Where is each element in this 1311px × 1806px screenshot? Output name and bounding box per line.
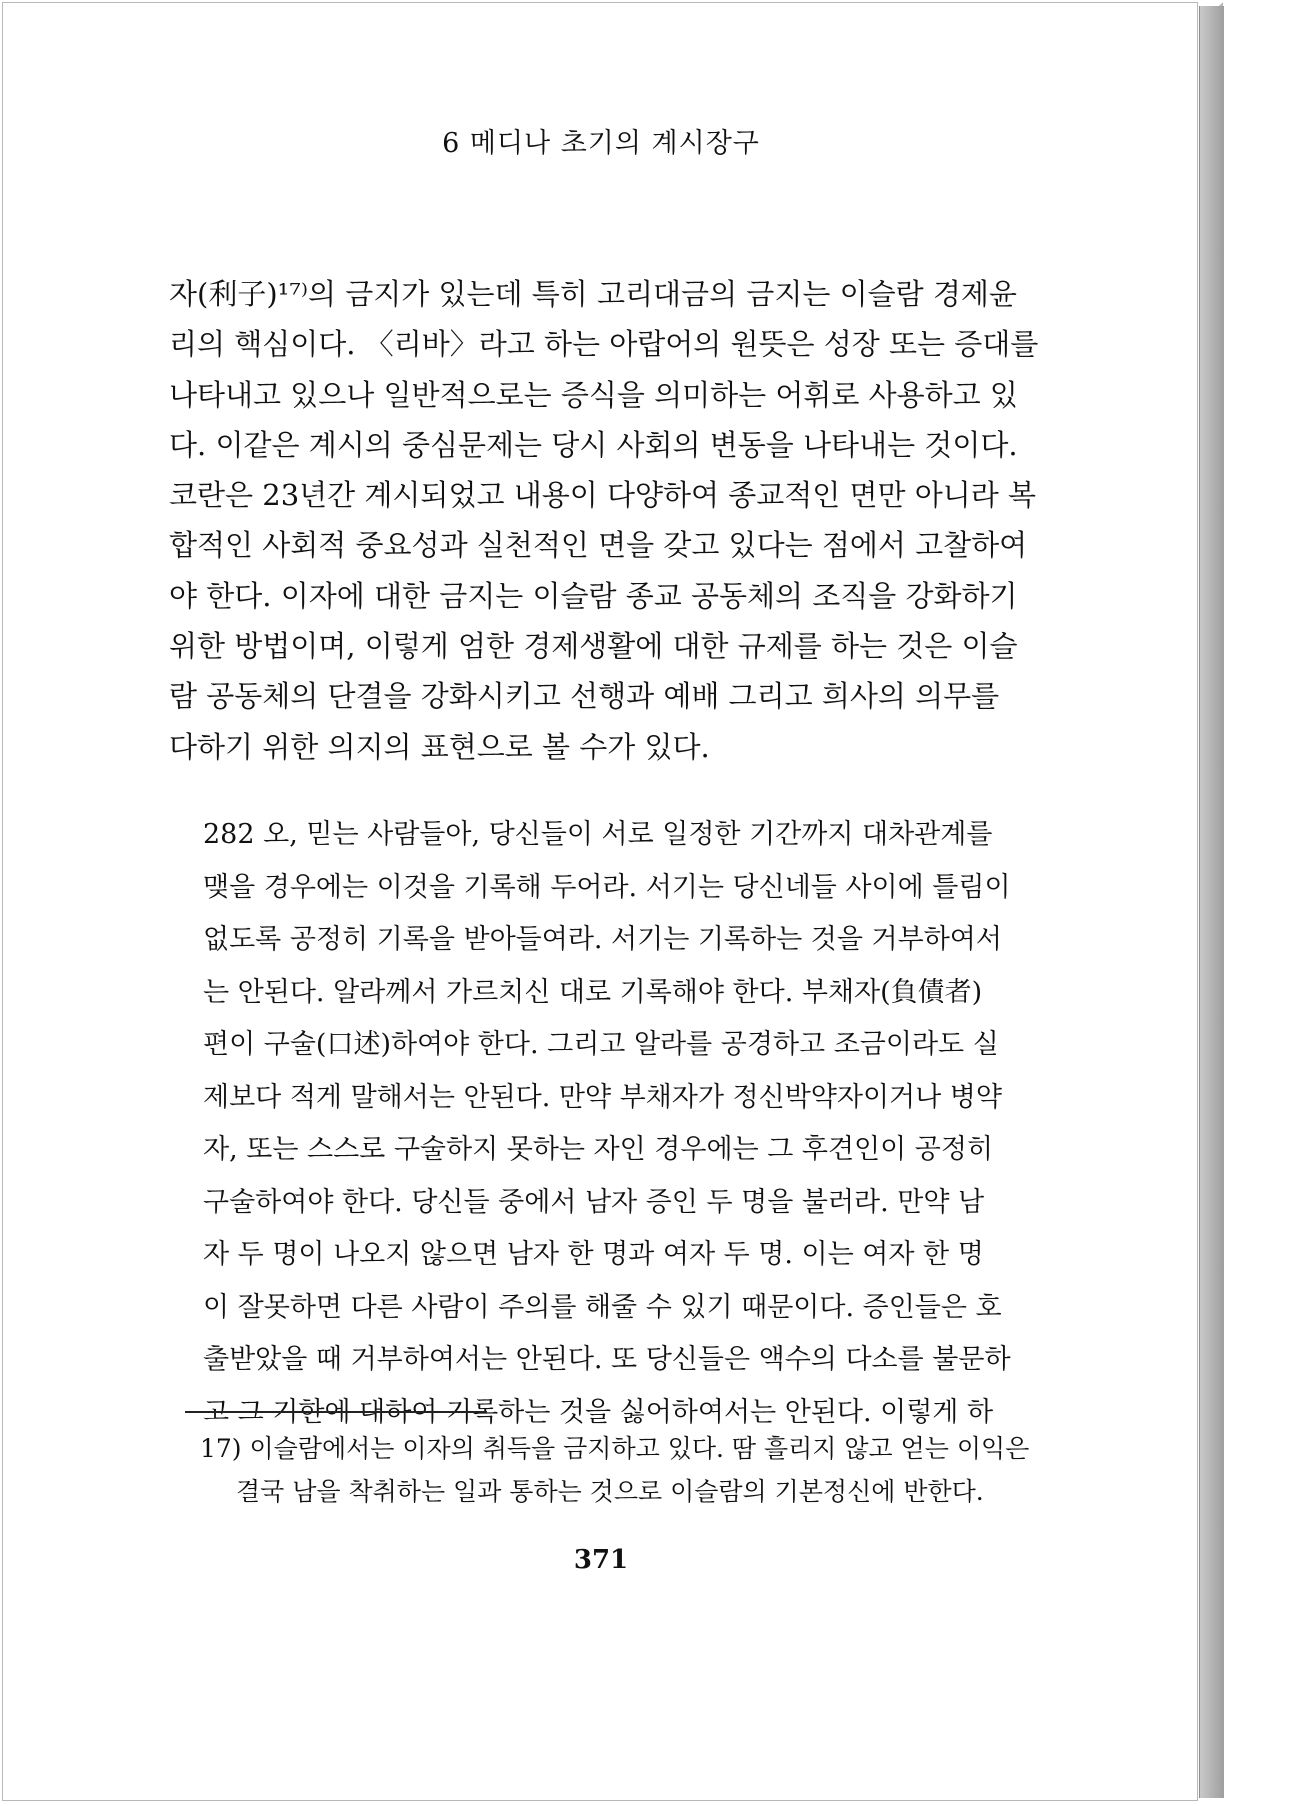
- running-head: 6 메디나 초기의 계시장구: [442, 128, 760, 159]
- body-line: 다. 이같은 계시의 중심문제는 당시 사회의 변동을 나타내는 것이다.: [169, 427, 1018, 462]
- body-line: 합적인 사회적 중요성과 실천적인 면을 갖고 있다는 점에서 고찰하여: [169, 528, 1028, 563]
- verse-line: 맺을 경우에는 이것을 기록해 두어라. 서기는 당신네들 사이에 틀림이: [203, 871, 1011, 903]
- footnote-line: 17) 이슬람에서는 이자의 취득을 금지하고 있다. 땀 흘리지 않고 얻는 이익은: [200, 1434, 1030, 1463]
- body-line: 다하기 위한 의지의 표현으로 볼 수가 있다.: [169, 729, 710, 764]
- verse-line: 는 안된다. 알라께서 가르치신 대로 기록해야 한다. 부채자(負債者): [203, 976, 983, 1008]
- verse-line: 구술하여야 한다. 당신들 중에서 남자 증인 두 명을 불러라. 만약 남: [203, 1186, 985, 1218]
- page-stack-edge: [1199, 6, 1224, 1798]
- footnote: [200, 1427, 1040, 1513]
- body-line: 리의 핵심이다. 〈리바〉라고 하는 아랍어의 원뜻은 성장 또는 증대를: [169, 327, 1039, 362]
- book-page: [2, 2, 1198, 1801]
- body-line: 람 공동체의 단결을 강화시키고 선행과 예배 그리고 희사의 의무를: [169, 679, 1000, 714]
- body-line: 야 한다. 이자에 대한 금지는 이슬람 종교 공동체의 조직을 강화하기: [169, 578, 1018, 613]
- verse-line: 282 오, 믿는 사람들아, 당신들이 서로 일정한 기간까지 대차관계를: [203, 819, 993, 850]
- verse-line: 제보다 적게 말해서는 안된다. 만약 부채자가 정신박약자이거나 병약: [203, 1081, 1002, 1113]
- body-line: 위한 방법이며, 이렇게 엄한 경제생활에 대한 규제를 하는 것은 이슬: [169, 629, 1018, 664]
- page-number: 371: [573, 1545, 629, 1575]
- body-paragraph: [169, 269, 1037, 772]
- verse-line: 자 두 명이 나오지 않으면 남자 한 명과 여자 두 명. 이는 여자 한 명: [203, 1239, 984, 1270]
- verse-block: [203, 809, 1013, 1439]
- body-line: 코란은 23년간 계시되었고 내용이 다양하여 종교적인 면만 아니라 복: [169, 478, 1037, 513]
- body-line: 나타내고 있으나 일반적으로는 증식을 의미하는 어휘로 사용하고 있: [169, 377, 1018, 412]
- verse-line: 없도록 공정히 기록을 받아들여라. 서기는 기록하는 것을 거부하여서: [203, 924, 1002, 955]
- verse-line: 고 그 기한에 대하여 기록하는 것을 싫어하여서는 안된다. 이렇게 하: [203, 1396, 994, 1428]
- verse-line: 편이 구술(口述)하여야 한다. 그리고 알라를 공경하고 조금이라도 실: [203, 1029, 999, 1060]
- verse-line: 이 잘못하면 다른 사람이 주의를 해줄 수 있기 때문이다. 증인들은 호: [203, 1291, 1002, 1323]
- body-line: 자(利子)¹⁷⁾의 금지가 있는데 특히 고리대금의 금지는 이슬람 경제윤: [169, 277, 1017, 311]
- footnote-line: 결국 남을 착취하는 일과 통하는 것으로 이슬람의 기본정신에 반한다.: [236, 1477, 984, 1506]
- verse-line: 자, 또는 스스로 구술하지 못하는 자인 경우에는 그 후견인이 공정히: [203, 1134, 994, 1165]
- verse-line: 출받았을 때 거부하여서는 안된다. 또 당신들은 액수의 다소를 불문하: [203, 1344, 1011, 1375]
- footnote-divider: [185, 1411, 487, 1413]
